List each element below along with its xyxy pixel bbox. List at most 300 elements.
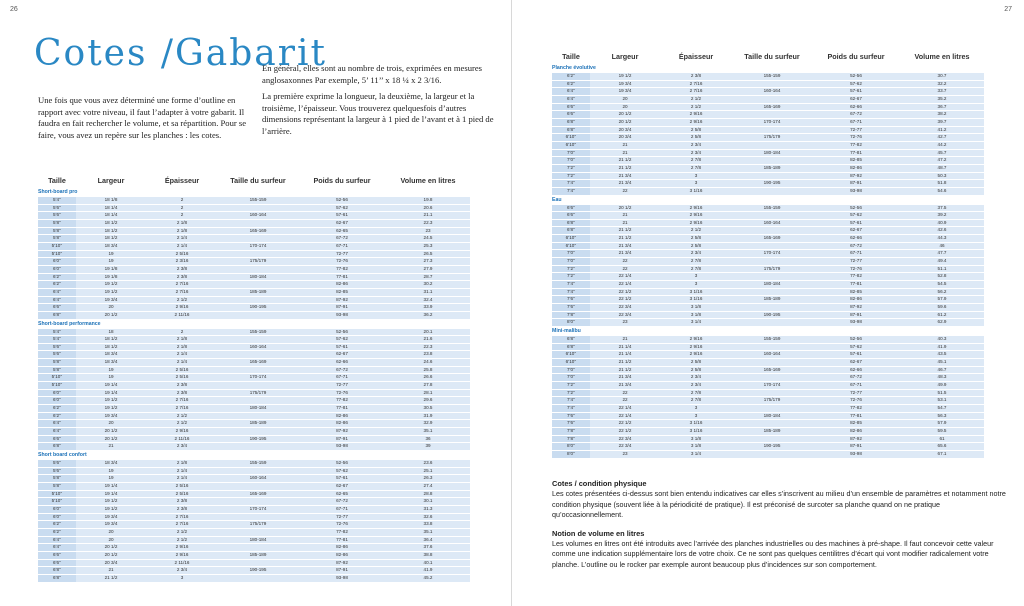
table-cell: 175/179 <box>732 265 812 273</box>
table-cell: 6’4’’ <box>552 95 590 103</box>
table-cell: 93-98 <box>812 187 900 195</box>
table-cell <box>218 498 298 506</box>
table-cell: 82-86 <box>812 296 900 304</box>
table-cell: 19 1/4 <box>76 389 146 397</box>
column-header: Épaisseur <box>678 51 714 61</box>
table-cell: 22 3/4 <box>590 311 660 319</box>
table-cell: 2 3/4 <box>146 567 218 575</box>
table-row <box>38 544 470 552</box>
table-cell: 67.1 <box>900 450 984 458</box>
table-cell: 6’4’’ <box>38 544 76 552</box>
table-cell: 32.6 <box>386 513 470 521</box>
table-cell: 190-195 <box>732 443 812 451</box>
table-cell <box>218 296 298 304</box>
table-cell: 7’4’’ <box>552 288 590 296</box>
table-cell: 25.3 <box>386 242 470 250</box>
table-cell: 21 1/2 <box>590 227 660 235</box>
table-cell: 21 1/4 <box>590 351 660 359</box>
table-cell: 37.5 <box>900 204 984 212</box>
table-cell: 7’8’’ <box>552 435 590 443</box>
table-row <box>552 427 984 435</box>
table-cell: 2 1/2 <box>146 536 218 544</box>
table-row <box>38 304 470 312</box>
table-cell: 19 1/8 <box>76 273 146 281</box>
table-cell: 2 3/4 <box>146 443 218 451</box>
col2-para1: En général, elles sont au nombre de trois, exprimées en mesures anglosaxonnes Par exemple, 5’ 11’’ x 18 ¼ x 2 3/16. <box>262 63 483 85</box>
table-cell <box>732 288 812 296</box>
table-cell: 2 7/16 <box>146 288 218 296</box>
table-cell: 165-169 <box>218 227 298 235</box>
table-cell <box>218 382 298 390</box>
table-cell: 57-62 <box>812 212 900 220</box>
table-row <box>38 343 470 351</box>
table-cell: 3 1/8 <box>660 304 732 312</box>
table-cell: 72-76 <box>812 265 900 273</box>
table-row <box>38 389 470 397</box>
table-cell: 39 <box>386 443 470 451</box>
table-row <box>552 319 984 327</box>
table-row <box>552 265 984 273</box>
table-row <box>552 73 984 81</box>
table-cell <box>732 389 812 397</box>
table-cell: 2 11/16 <box>146 435 218 443</box>
table-cell: 19 1/4 <box>76 482 146 490</box>
table-cell <box>218 467 298 475</box>
table-cell: 2 1/8 <box>146 460 218 468</box>
table-row <box>552 374 984 382</box>
table-row <box>552 134 984 142</box>
table-cell: 28.8 <box>386 490 470 498</box>
table-cell: 20 1/2 <box>76 544 146 552</box>
table-row <box>552 389 984 397</box>
table-cell: 20 1/2 <box>76 428 146 436</box>
table-cell <box>732 172 812 180</box>
table-cell: 67-72 <box>298 366 386 374</box>
table-row <box>38 359 470 367</box>
table-cell: 7’4’’ <box>552 404 590 412</box>
table-cell: 21 <box>76 443 146 451</box>
table-cell: 19 3/4 <box>590 80 660 88</box>
table-cell: 23 <box>386 227 470 235</box>
table-cell: 6’6’’ <box>552 103 590 111</box>
table-cell <box>218 336 298 344</box>
table-cell: 2 5/8 <box>660 242 732 250</box>
col2-para2: La première exprime la longueur, la deuxième, la largeur et la troisième, l’épaisseur. Vous trouverez quelquesfois d’autres dimensions représentant la largeur à 1 pied de l’avant et à 1 pied de l’arrière. <box>262 91 494 136</box>
table-cell: 2 1/8 <box>146 227 218 235</box>
table-cell <box>218 265 298 273</box>
table-cell: 87-91 <box>298 567 386 575</box>
table-cell: 5’8’’ <box>38 219 76 227</box>
table-cell: 67-71 <box>298 505 386 513</box>
table-cell: 33.7 <box>900 88 984 96</box>
table-cell: 2 5/8 <box>660 126 732 134</box>
table-cell: 22 <box>590 187 660 195</box>
table-cell: 5’10’’ <box>38 242 76 250</box>
table-cell: 19 3/4 <box>76 521 146 529</box>
table-cell: 2 1/2 <box>146 296 218 304</box>
table-cell: 45.1 <box>900 358 984 366</box>
table-cell: 39.2 <box>900 212 984 220</box>
table-cell: 3 <box>660 172 732 180</box>
table-cell: 33.9 <box>386 304 470 312</box>
table-row <box>38 366 470 374</box>
table-cell: 2 7/8 <box>660 258 732 266</box>
table-cell: 19 3/4 <box>76 296 146 304</box>
table-cell: 2 <box>146 197 218 205</box>
table-cell: 20 <box>76 536 146 544</box>
table-cell: 32.9 <box>386 420 470 428</box>
left-table-header <box>38 172 470 188</box>
table-cell: 2 9/16 <box>660 219 732 227</box>
table-row <box>552 358 984 366</box>
table-cell: 6’2’’ <box>38 521 76 529</box>
table-cell <box>732 242 812 250</box>
table-cell: 2 7/8 <box>660 265 732 273</box>
table-cell: 82-85 <box>298 288 386 296</box>
table-cell: 82-85 <box>812 157 900 165</box>
table-cell: 87-92 <box>812 435 900 443</box>
table-cell: 6’10’’ <box>552 358 590 366</box>
table-cell: 7’2’’ <box>552 164 590 172</box>
table-cell: 82-86 <box>298 551 386 559</box>
table-cell: 175/179 <box>218 389 298 397</box>
table-cell: 26.5 <box>386 250 470 258</box>
table-cell <box>732 227 812 235</box>
table-cell: 2 3/4 <box>660 374 732 382</box>
table-row <box>38 498 470 506</box>
table-cell: 22 1/2 <box>590 296 660 304</box>
table-cell: 6’2’’ <box>38 528 76 536</box>
left-dimensions-table <box>38 172 470 583</box>
table-row <box>38 460 470 468</box>
table-cell: 20 <box>76 420 146 428</box>
table-cell <box>218 204 298 212</box>
table-row <box>38 551 470 559</box>
table-cell: 7’0’’ <box>552 258 590 266</box>
table-cell: 18 1/2 <box>76 235 146 243</box>
table-cell: 21 <box>590 219 660 227</box>
table-cell: 2 5/16 <box>146 374 218 382</box>
table-row <box>38 397 470 405</box>
table-cell: 61 <box>900 435 984 443</box>
table-cell: 21 <box>590 212 660 220</box>
column-header: Taille du surfeur <box>744 51 800 61</box>
table-cell: 77-82 <box>298 397 386 405</box>
column-header: Volume en litres <box>400 175 456 185</box>
table-cell: 2 1/2 <box>146 420 218 428</box>
table-cell: 62-67 <box>812 95 900 103</box>
table-row <box>552 118 984 126</box>
table-cell: 45.2 <box>386 574 470 582</box>
table-cell: 7’6’’ <box>552 412 590 420</box>
table-cell: 38.8 <box>386 551 470 559</box>
table-cell: 175/179 <box>732 397 812 405</box>
table-cell <box>732 450 812 458</box>
table-cell: 20 1/2 <box>76 551 146 559</box>
table-section <box>38 188 470 197</box>
table-cell: 22 1/4 <box>590 404 660 412</box>
table-cell <box>218 574 298 582</box>
table-cell: 7’6’’ <box>552 296 590 304</box>
table-cell: 5’6’’ <box>38 212 76 220</box>
table-row <box>552 164 984 172</box>
table-row <box>38 428 470 436</box>
table-cell: 57.9 <box>900 296 984 304</box>
table-cell: 20 1/2 <box>590 204 660 212</box>
table-row <box>38 265 470 273</box>
table-cell: 2 1/4 <box>146 351 218 359</box>
table-row <box>552 235 984 243</box>
column-header: Volume en litres <box>914 51 970 61</box>
table-cell: 67-72 <box>298 498 386 506</box>
table-cell <box>218 412 298 420</box>
table-cell: 36.2 <box>386 311 470 319</box>
table-cell: 5’4’’ <box>38 328 76 336</box>
table-cell: 6’6’’ <box>552 204 590 212</box>
table-cell: 41.9 <box>386 567 470 575</box>
table-cell: 2 9/16 <box>146 304 218 312</box>
table-cell: 77-81 <box>298 405 386 413</box>
table-cell: 180-184 <box>218 536 298 544</box>
table-cell: 57-61 <box>812 219 900 227</box>
table-cell: 7’2’’ <box>552 265 590 273</box>
table-cell: 57-61 <box>298 343 386 351</box>
table-cell <box>218 482 298 490</box>
table-cell: 2 9/16 <box>660 336 732 344</box>
table-cell: 22 1/2 <box>590 420 660 428</box>
table-cell: 62.9 <box>900 319 984 327</box>
table-cell: 18 1/4 <box>76 212 146 220</box>
table-cell: 21 3/4 <box>590 250 660 258</box>
table-cell: 2 <box>146 212 218 220</box>
table-cell: 23.6 <box>386 460 470 468</box>
table-row <box>552 296 984 304</box>
table-cell: 72-77 <box>298 250 386 258</box>
table-cell: 21 1/2 <box>590 235 660 243</box>
table-cell: 190-195 <box>218 435 298 443</box>
table-cell: 160-164 <box>218 475 298 483</box>
table-row <box>552 404 984 412</box>
table-cell: 185-189 <box>732 164 812 172</box>
table-cell: 2 <box>146 328 218 336</box>
table-cell: 2 5/16 <box>146 482 218 490</box>
table-cell: 67-71 <box>298 242 386 250</box>
table-row <box>38 467 470 475</box>
table-row <box>38 273 470 281</box>
table-cell: 170-174 <box>732 118 812 126</box>
table-row <box>38 528 470 536</box>
table-row <box>552 103 984 111</box>
table-cell: 21 3/4 <box>590 172 660 180</box>
table-cell: 93-98 <box>298 311 386 319</box>
table-cell <box>732 343 812 351</box>
table-cell: 6’6’’ <box>552 212 590 220</box>
table-cell: 22 3/4 <box>590 435 660 443</box>
table-cell: 7’4’’ <box>552 397 590 405</box>
table-cell: 48.7 <box>900 164 984 172</box>
table-cell: 160-164 <box>218 212 298 220</box>
table-cell: 190-195 <box>732 311 812 319</box>
table-cell: 54.6 <box>900 187 984 195</box>
table-cell: 2 7/8 <box>660 397 732 405</box>
table-row <box>38 405 470 413</box>
table-cell: 72-76 <box>812 397 900 405</box>
table-cell: 87-92 <box>812 304 900 312</box>
table-cell: 35.1 <box>386 428 470 436</box>
table-cell: 19 3/4 <box>590 88 660 96</box>
table-row <box>552 187 984 195</box>
table-row <box>38 250 470 258</box>
intro-paragraph <box>38 95 258 146</box>
table-cell: 20 <box>76 304 146 312</box>
table-cell: 72-76 <box>298 389 386 397</box>
table-cell: 19 1/2 <box>590 73 660 81</box>
table-cell: 170-174 <box>218 242 298 250</box>
table-cell: 6’10’’ <box>552 235 590 243</box>
table-cell: 46 <box>900 242 984 250</box>
table-cell: 40.3 <box>900 336 984 344</box>
table-cell: 51.1 <box>900 265 984 273</box>
table-cell <box>218 397 298 405</box>
table-cell: 62-66 <box>812 103 900 111</box>
table-cell: 24.6 <box>386 359 470 367</box>
table-cell: 2 1/8 <box>146 336 218 344</box>
table-cell: 6’0’’ <box>38 389 76 397</box>
table-cell: 21 <box>590 149 660 157</box>
table-cell: 29.6 <box>386 397 470 405</box>
table-cell: 5’6’’ <box>38 467 76 475</box>
table-cell: 22 <box>590 258 660 266</box>
table-cell: 2 1/4 <box>146 359 218 367</box>
table-cell: 57-61 <box>298 212 386 220</box>
table-cell: 87-92 <box>298 559 386 567</box>
table-cell: 6’6’’ <box>38 551 76 559</box>
table-cell <box>218 250 298 258</box>
table-cell: 2 3/8 <box>146 498 218 506</box>
table-row <box>552 141 984 149</box>
table-row <box>38 536 470 544</box>
note2-text: Les volumes en litres ont été introduits avec l’arrivée des planches industrielles ou des machines à pré-shape. Il faut concevoir cette valeur comme une indication supplémentaire lors de votre choix. Ce ne sont pas quelques centilitres d’écart qui vont modifier radicalement votre planche. L’outline ou le rocker par exemple auront beaucoup plus d’incidences sur son comportement. <box>552 539 994 569</box>
table-cell: 6’6’’ <box>38 435 76 443</box>
table-cell: 21 <box>590 336 660 344</box>
table-cell <box>732 111 812 119</box>
table-cell: 25.1 <box>386 467 470 475</box>
table-cell: 7’0’’ <box>552 366 590 374</box>
table-cell: 2 9/16 <box>146 544 218 552</box>
table-row <box>38 296 470 304</box>
table-cell: 51.8 <box>900 180 984 188</box>
table-cell: 57-62 <box>298 467 386 475</box>
table-cell: 2 9/16 <box>146 551 218 559</box>
table-cell: 93-98 <box>812 319 900 327</box>
table-cell: 3 1/8 <box>660 443 732 451</box>
table-cell: 19 1/2 <box>76 498 146 506</box>
table-cell: 3 <box>660 273 732 281</box>
table-cell: 22 <box>590 397 660 405</box>
table-cell: 5’8’’ <box>38 235 76 243</box>
table-cell: 20 <box>590 95 660 103</box>
table-cell: 19 <box>76 258 146 266</box>
table-cell: 19 1/4 <box>76 382 146 390</box>
table-cell: 57-62 <box>298 336 386 344</box>
table-cell: 5’10’’ <box>38 250 76 258</box>
table-cell: 67-72 <box>812 242 900 250</box>
table-row <box>38 204 470 212</box>
table-cell: 6’4’’ <box>38 296 76 304</box>
table-cell: 165-169 <box>732 235 812 243</box>
table-cell: 22 <box>590 265 660 273</box>
table-cell: 20 1/2 <box>590 118 660 126</box>
table-cell: 7’0’’ <box>552 157 590 165</box>
table-cell <box>218 513 298 521</box>
table-cell <box>732 435 812 443</box>
table-cell: 54.5 <box>900 281 984 289</box>
table-cell <box>732 212 812 220</box>
table-cell: 6’8’’ <box>552 336 590 344</box>
table-cell: 82-86 <box>298 420 386 428</box>
table-cell: 23 <box>590 450 660 458</box>
table-cell: 19 1/2 <box>76 397 146 405</box>
table-cell: 2 3/4 <box>660 149 732 157</box>
table-row <box>38 374 470 382</box>
table-cell: 155-159 <box>732 336 812 344</box>
table-cell: 3 1/16 <box>660 296 732 304</box>
table-cell: 72-76 <box>298 521 386 529</box>
column-header: Taille du surfeur <box>230 175 286 185</box>
table-row <box>552 381 984 389</box>
table-cell: 160-164 <box>732 219 812 227</box>
table-cell: 67-72 <box>812 111 900 119</box>
table-cell <box>732 80 812 88</box>
table-cell: 2 3/8 <box>146 265 218 273</box>
table-cell: 170-174 <box>218 505 298 513</box>
table-row <box>38 420 470 428</box>
table-cell: 30.2 <box>386 281 470 289</box>
table-section <box>552 195 984 204</box>
table-cell: 82-86 <box>298 281 386 289</box>
table-cell: 155-159 <box>218 197 298 205</box>
table-cell: 175/179 <box>732 134 812 142</box>
table-cell: 20 1/2 <box>76 311 146 319</box>
table-row <box>38 513 470 521</box>
table-cell: 54.7 <box>900 404 984 412</box>
table-cell: 50.3 <box>900 172 984 180</box>
table-row <box>38 242 470 250</box>
column-header: Poids du surfeur <box>827 51 885 61</box>
table-row <box>552 219 984 227</box>
table-cell: 6’8’’ <box>38 574 76 582</box>
table-cell: 21 1/2 <box>590 366 660 374</box>
table-cell: 21 <box>590 141 660 149</box>
table-cell: 2 5/8 <box>660 366 732 374</box>
table-cell: 62-67 <box>298 482 386 490</box>
table-cell: 6’2’’ <box>38 281 76 289</box>
table-cell: 2 9/16 <box>660 111 732 119</box>
table-cell: 82-86 <box>298 412 386 420</box>
table-cell: 21 3/4 <box>590 180 660 188</box>
table-row <box>38 521 470 529</box>
table-row <box>552 111 984 119</box>
table-cell: 6’10’’ <box>552 141 590 149</box>
section-label: Short-board performance <box>38 319 470 328</box>
table-cell: 27.9 <box>386 265 470 273</box>
table-row <box>38 281 470 289</box>
table-cell: 7’0’’ <box>552 149 590 157</box>
table-cell: 20 3/4 <box>76 559 146 567</box>
table-cell: 21.6 <box>386 336 470 344</box>
table-cell: 6’2’’ <box>38 405 76 413</box>
table-cell: 77-81 <box>298 536 386 544</box>
